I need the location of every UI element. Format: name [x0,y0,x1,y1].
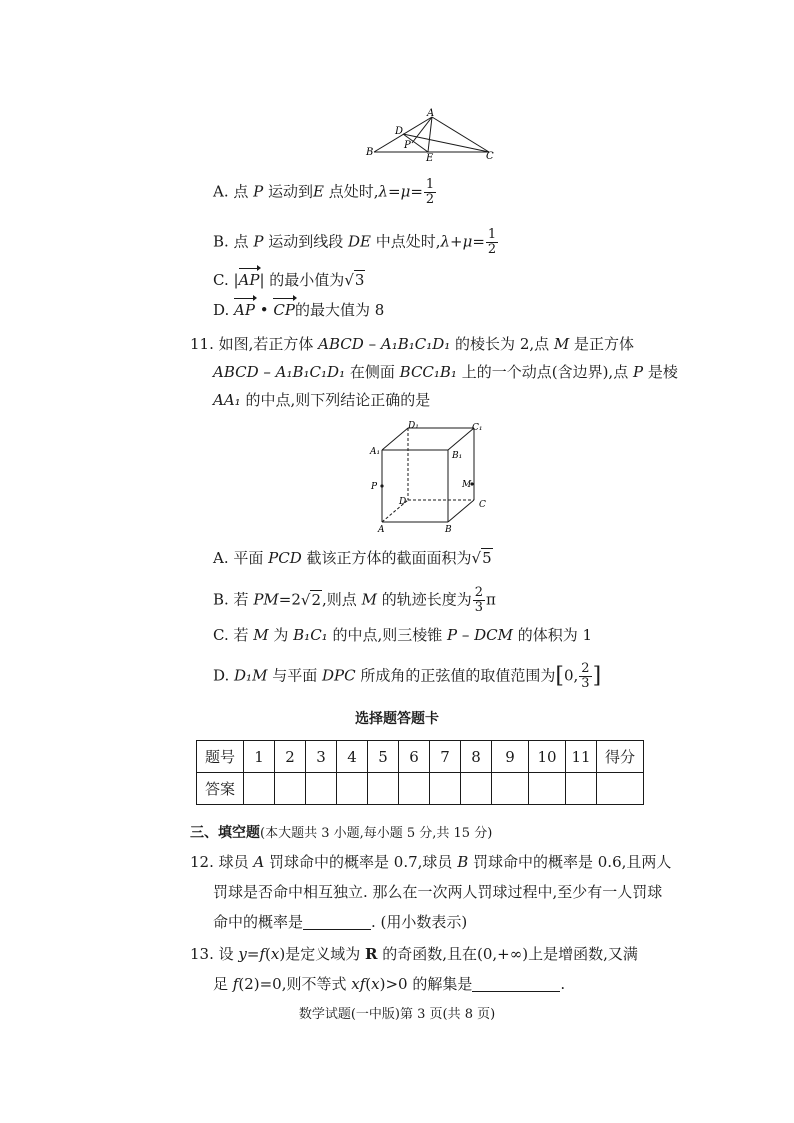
text: 命中的概率是 [213,913,304,931]
text: – [457,626,475,644]
point-p [380,484,383,487]
answer-cell[interactable] [430,773,461,805]
q11-line-2 [213,362,678,382]
text: )是定义域为 [279,945,365,963]
label-P: P [404,140,411,151]
q12-line-2: 罚球是否命中相互独立. 那么在一次两人罚球过程中,至少有一人罚球 [213,883,663,901]
table-cell: 8 [461,741,492,773]
label-E: E [426,153,434,162]
answer-cell[interactable] [368,773,399,805]
answer-blank[interactable] [472,975,560,992]
label-A1: A₁ [370,447,381,457]
var: BCC₁B₁ [399,363,457,381]
text: 运动到 [263,182,314,201]
q10-option-b [213,228,499,257]
text: C. | [213,271,239,289]
section-3-heading [190,822,492,842]
radicand: 2 [311,590,322,609]
var: ABCD [213,363,259,381]
numerator: 2 [581,661,590,676]
table-cell: 9 [492,741,529,773]
text: 所成角的正弦值的取值范围为 [355,666,556,685]
var: DCM [474,626,514,644]
text: 足 [213,975,233,993]
text: 0, [563,666,579,685]
sqrt [301,590,322,610]
sqrt [472,548,493,568]
table-cell: 得分 [597,741,644,773]
label-B1: B₁ [452,451,463,461]
label-D: D [399,497,407,507]
text: ( [265,945,271,963]
q10-option-a [213,178,437,207]
q11-line-1 [190,334,634,354]
var: f [259,945,266,963]
label-D1: D₁ [408,421,419,431]
text: )>0 的解集是 [379,975,473,993]
answer-cell[interactable] [399,773,430,805]
var: xf [351,975,366,993]
var: – A₁B₁C₁D₁ [258,363,346,381]
label-C1: C₁ [472,423,483,433]
radicand: 3 [354,271,365,289]
text: 运动到线段 [263,232,348,251]
answer-cell[interactable] [461,773,492,805]
var: P [447,626,458,644]
text: 点处时, [323,182,379,201]
text: 的奇函数,且在(0,+∞)上是增函数,又满 [377,945,638,963]
text: . [560,975,566,993]
table-cell: 10 [529,741,566,773]
triangle-figure [362,106,497,162]
q13-line-2 [213,974,565,994]
answer-card-table [196,740,644,805]
fraction [486,228,498,257]
label-M: M [462,480,472,490]
cube-figure [368,420,493,535]
label-C: C [486,151,494,162]
text: 的棱长为 2,点 [450,335,554,353]
text: 是棱 [643,363,678,381]
var: E [313,182,324,201]
var: PM [253,590,279,609]
text: | 的最小值为 [259,271,345,289]
label-B: B [366,147,374,158]
text: 在侧面 [345,363,400,381]
answer-card-title: 选择题答题卡 [355,711,439,727]
table-row [197,773,644,805]
numerator: 2 [474,585,483,600]
text: A. 平面 [213,549,269,567]
var: f [232,975,239,993]
table-row [197,741,644,773]
equation: λ=μ= [378,182,423,201]
text: 罚球命中的概率是 0.7,球员 [264,853,458,871]
table-cell: 题号 [197,741,244,773]
var: B₁C₁ [293,626,328,644]
q11-option-b [213,586,496,615]
var: y [238,945,247,963]
left-bracket: [ [555,663,564,689]
denominator: 2 [425,192,435,207]
label-P: P [371,482,378,492]
text: 上的一个动点(含边界),点 [456,363,633,381]
text: 13. 设 [190,945,239,963]
pi: π [485,590,496,609]
sqrt-sign: √ [344,271,354,289]
fraction [579,662,591,691]
var: D₁M [234,666,268,685]
text: B. 点 [213,232,254,251]
score-cell[interactable] [597,773,644,805]
sqrt-sign: √ [471,549,482,567]
numerator: 1 [425,177,435,192]
denominator: 3 [474,600,483,615]
var: M [253,626,269,644]
page-footer: 数学试题(一中版)第 3 页(共 8 页) [298,1007,496,1022]
radicand: 5 [482,549,492,567]
table-cell: 2 [275,741,306,773]
var: A₁B₁C₁D₁ [380,335,451,353]
q12-line-3 [213,912,467,932]
text: = [246,945,260,963]
text: =2 [278,590,301,609]
q10-option-d [213,300,384,320]
text: 12. 球员 [190,853,254,871]
var: B [457,853,469,871]
fraction [473,586,485,615]
text: 为 [268,626,294,644]
denominator: 3 [581,676,590,691]
var: DPC [321,666,356,685]
var: R [364,945,378,963]
label-B: B [445,525,452,535]
table-cell: 5 [368,741,399,773]
var: x [371,975,380,993]
answer-cell[interactable] [306,773,337,805]
var: AA₁ [213,391,241,409]
section-title: 三、填空题 [190,825,260,841]
text: 的中点,则三棱锥 [327,626,447,644]
text: (2)=0,则不等式 [238,975,352,993]
dot: • [254,301,274,319]
text: C. 若 [213,626,254,644]
text: 罚球命中的概率是 0.6,且两人 [468,853,672,871]
table-cell: 11 [566,741,597,773]
text: – [363,335,381,353]
text: 截该正方体的截面面积为 [301,549,472,567]
q10-option-c [213,270,365,290]
text: ( [365,975,372,993]
text: 的中点,则下列结论正确的是 [240,391,431,409]
answer-cell[interactable] [275,773,306,805]
text: ,则点 [322,590,362,609]
table-cell: 答案 [197,773,244,805]
var: x [270,945,280,963]
var: DE [347,232,371,251]
text: B. 若 [213,590,254,609]
text: D. [213,301,235,319]
section-note: (本大题共 3 小题,每小题 5 分,共 15 分) [260,826,493,841]
var: ABCD [318,335,364,353]
table-cell: 7 [430,741,461,773]
denominator: 2 [487,242,497,257]
vector-ap: AP [234,301,255,319]
q13-line-1 [190,944,638,964]
text: D. [213,666,235,685]
var: P [632,363,644,381]
fraction [424,178,436,207]
label-A: A [378,525,385,535]
text: A. 点 [213,182,254,201]
q11-option-c [213,625,592,645]
text: 的最大值为 8 [294,301,385,319]
label-C: C [479,500,486,510]
var: M [553,335,570,353]
table-cell: 1 [244,741,275,773]
text: 与平面 [267,666,322,685]
equation: λ+μ= [440,232,485,251]
table-cell: 3 [306,741,337,773]
answer-cell[interactable] [492,773,529,805]
var: P [253,182,264,201]
vector-ap: AP [238,271,260,289]
answer-cell[interactable] [529,773,566,805]
answer-cell[interactable] [337,773,368,805]
sqrt-sign: √ [300,590,311,609]
text: 11. 如图,若正方体 [190,335,319,353]
sqrt [344,270,365,290]
label-D: D [395,126,404,137]
var: PCD [268,549,302,567]
table-cell: 6 [399,741,430,773]
q11-line-3 [213,390,430,410]
var: M [361,590,377,609]
text: . (用小数表示) [371,913,468,931]
label-A: A [427,108,435,119]
text: 的轨迹长度为 [376,590,472,609]
answer-cell[interactable] [244,773,275,805]
answer-cell[interactable] [566,773,597,805]
numerator: 1 [487,227,497,242]
vector-cp: CP [273,301,295,319]
table-cell: 4 [337,741,368,773]
q11-option-d [213,662,601,691]
answer-blank[interactable] [303,913,371,930]
var: A [253,853,265,871]
q12-line-1 [190,852,671,872]
text: 是正方体 [569,335,635,353]
text: 中点处时, [370,232,441,251]
var: P [253,232,264,251]
text: 的体积为 1 [513,626,593,644]
q11-option-a [213,548,493,568]
right-bracket: ] [592,663,602,689]
